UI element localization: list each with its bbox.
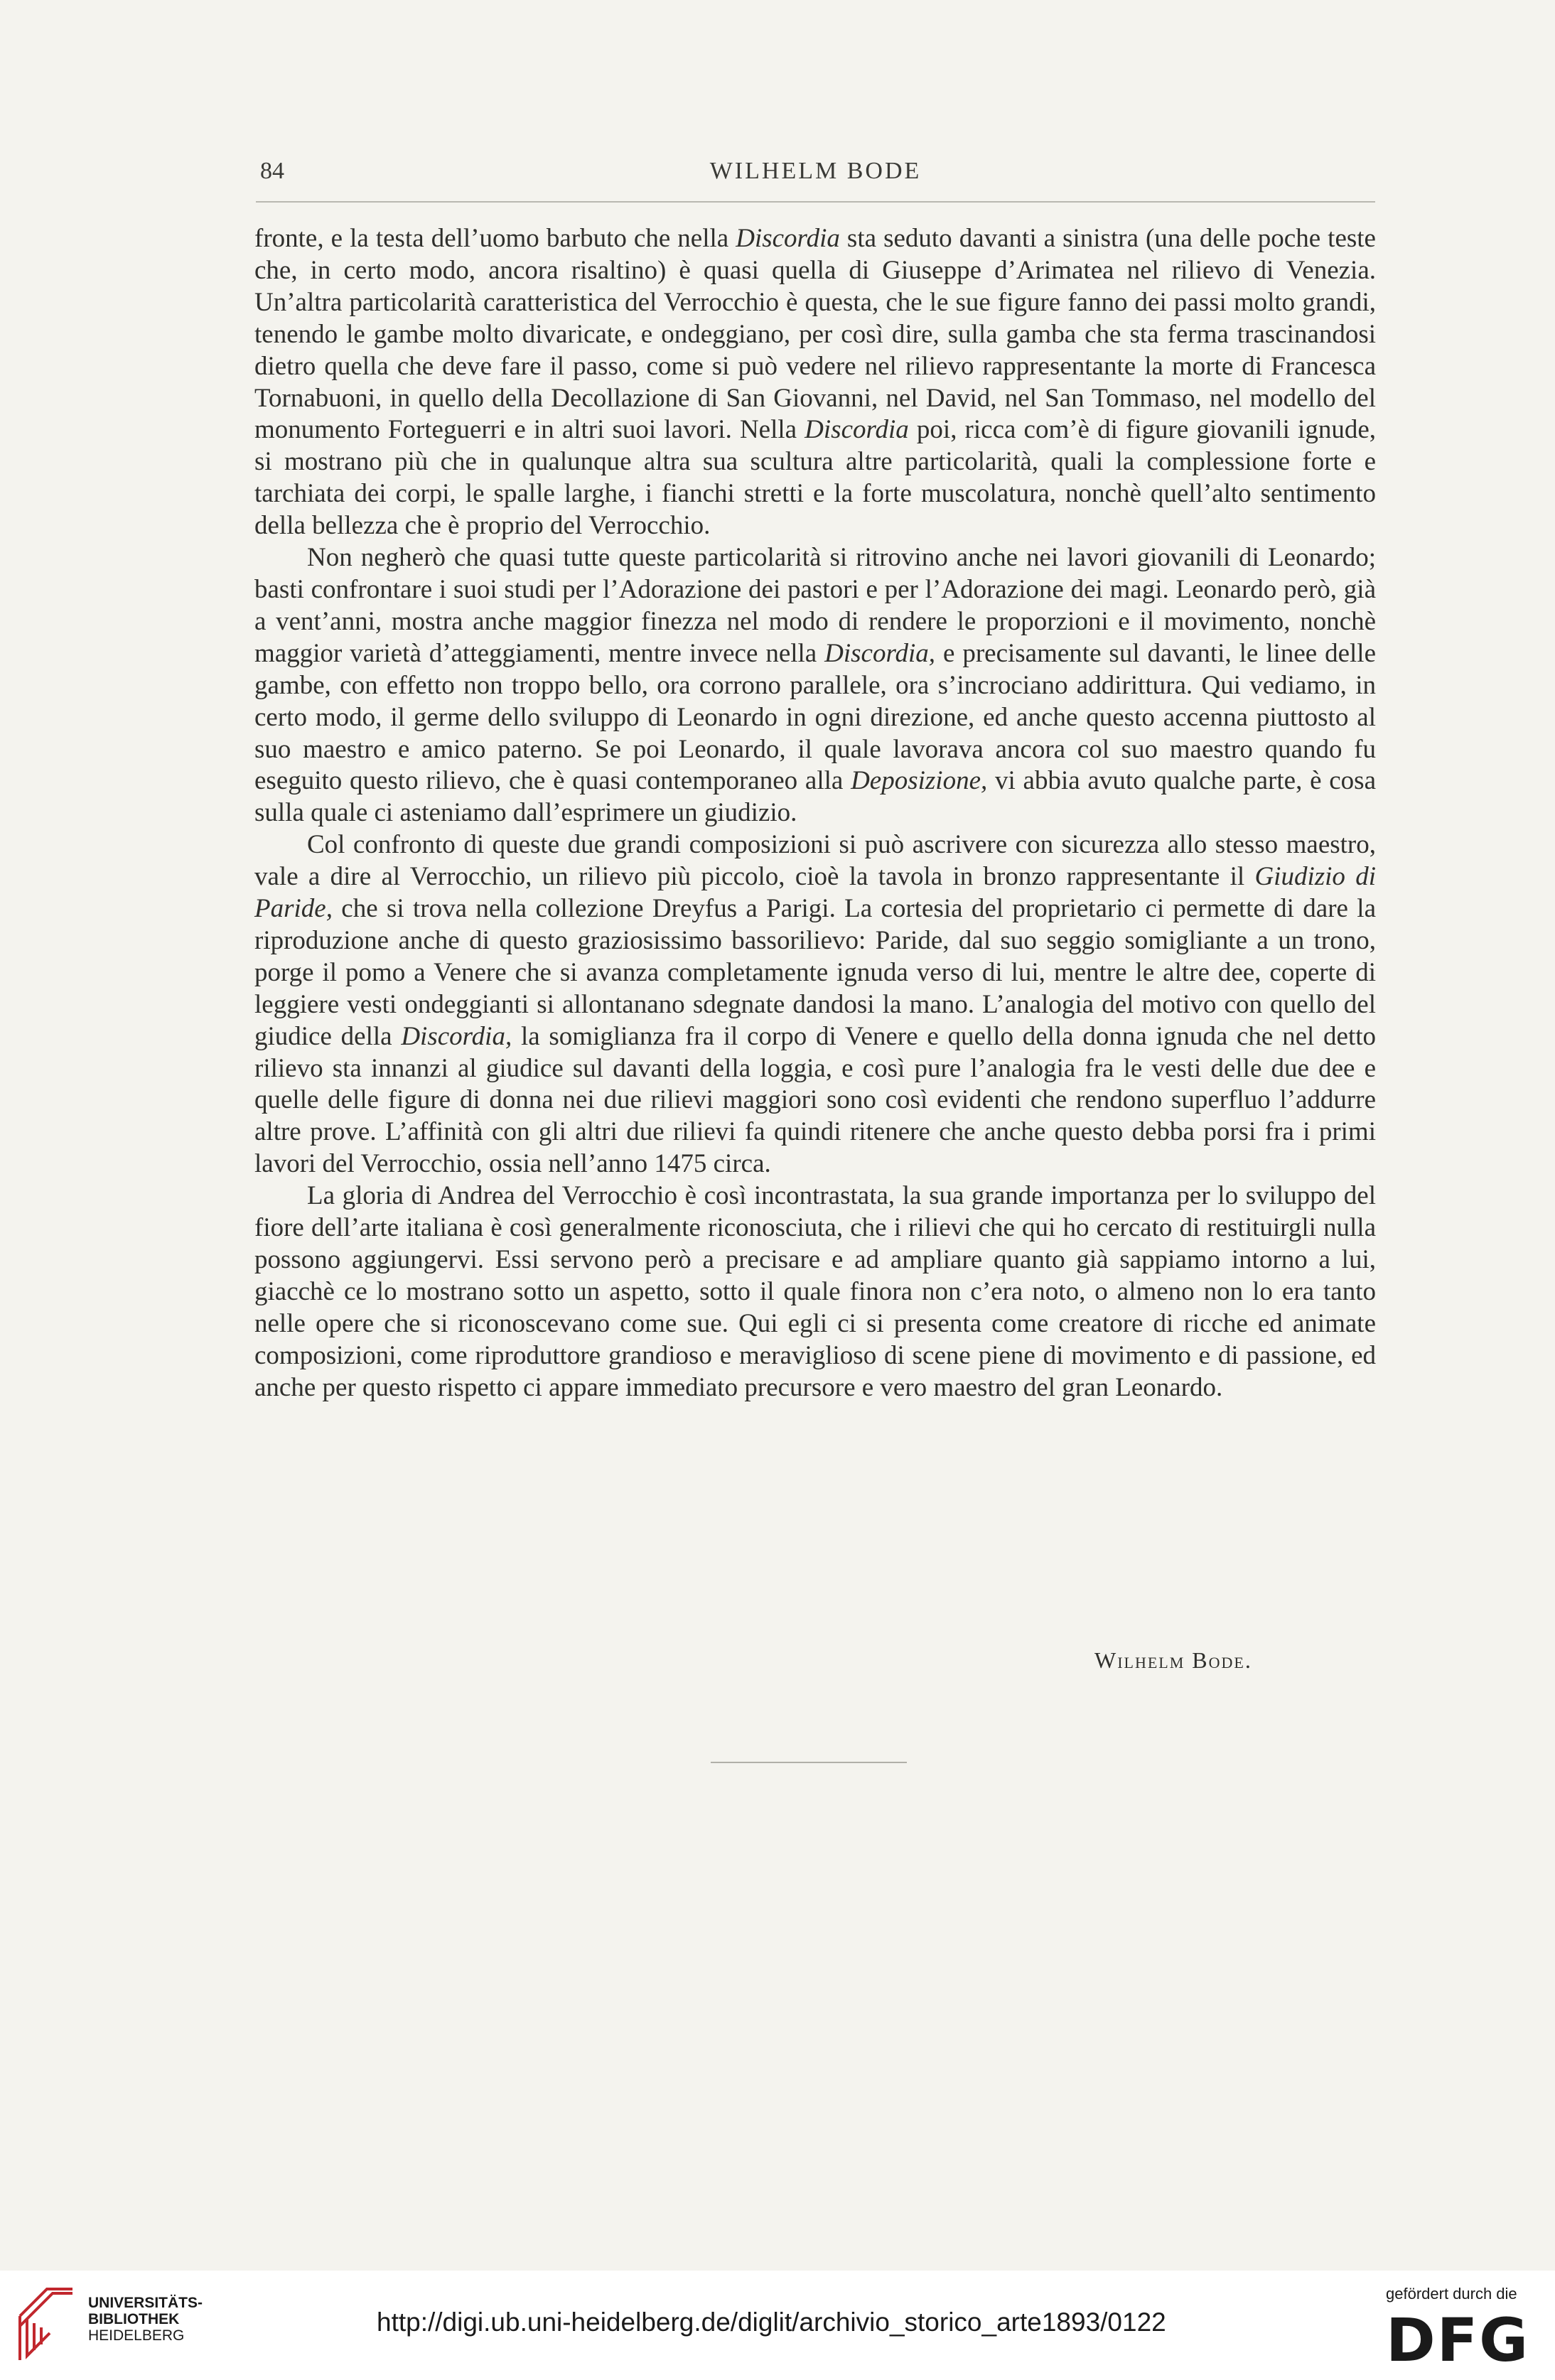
library-name-line-1: UNIVERSITÄTS- (88, 2295, 203, 2311)
body-paragraph (254, 223, 1376, 542)
author-signature: Wilhelm Bode. (1094, 1647, 1252, 1673)
italic-title: Discordia, (401, 1021, 512, 1051)
end-divider (711, 1762, 907, 1763)
text-run: La gloria di Andrea del Verrocchio è così incontrastata, la sua grande importanza per lo sviluppo del fiore dell’arte italiana è così generalmente riconosciuta, che i rilievi che qui ho cercato di restituirgli nulla possono aggiungervi. Essi servono però a precisare e ad ampliare quanto già sappiamo intorno a lui, giacchè ce lo mostrano sotto un aspetto, sotto il quale finora non c’era noto, o almeno non lo era tanto nelle opere che si riconoscevano come sue. Qui egli ci si presenta come creatore di ricche ed animate composizioni, come riproduttore grandioso e meraviglioso di scene piene di movimento e di passione, ed anche per questo rispetto ci appare immediato precursore e vero maestro del gran Leonardo. (254, 1181, 1376, 1402)
italic-title: Deposizione, (851, 766, 988, 796)
text-run: Col confronto di queste due grandi composizioni si può ascrivere con sicurezza allo stesso maestro, vale a dire al Verrocchio, un rilievo più piccolo, cioè la tavola in bronzo rappresentante il (254, 830, 1376, 892)
permalink-url[interactable]: http://digi.ub.uni-heidelberg.de/diglit/archivio_storico_arte1893/0122 (377, 2308, 1166, 2337)
university-library-logo-icon (16, 2285, 77, 2364)
text-run: che si trova nella collezione Dreyfus a Parigi. La cortesia del proprietario ci permette di dare la riproduzione anche di questo graziosissimo bassorilievo: Paride, dal suo seggio somigliante a un trono, porge il pomo a Venere che si avanza completamente ignuda verso di lui, mentre le altre dee, coperte di leggiere vesti ondeggianti si allontanano sdegnate dandosi la mano. L’analogia del motivo con quello del giudice della (254, 894, 1376, 1051)
text-run: e precisamente sul davanti, le linee delle gambe, con effetto non troppo bello, ora corrono parallele, ora s’incrociano addirittura. Qui vediamo, in certo modo, il germe dello sviluppo di Leonardo in ogni direzione, ed anche questo accenna piuttosto al suo maestro e amico paterno. Se poi Leonardo, il quale lavorava ancora col suo maestro quando fu eseguito questo rilievo, che è quasi contemporaneo alla (254, 638, 1376, 796)
library-name (88, 2295, 203, 2344)
body-paragraph (254, 829, 1376, 1180)
text-run: sta seduto davanti a sinistra (una delle poche teste che, in certo modo, ancora risaltino) è quasi quella di Giuseppe d’Arimatea nel rilievo di Venezia. Un’altra particolarità caratteristica del Verrocchio è questa, che le sue figure fanno dei passi molto grandi, tenendo le gambe molto divaricate, e ondeggiano, per così dire, sulla gamba che sta ferma trascinandosi dietro quella che deve fare il passo, come si può vedere nel rilievo rappresentante la morte di Francesca Tornabuoni, in quello della Decollazione di San Giovanni, nel David, nel San Tommaso, nel modello del monumento Forteguerri e in altri suoi lavori. Nella (254, 224, 1376, 445)
page-header (256, 158, 1375, 193)
funding-caption: gefördert durch die (1386, 2285, 1517, 2303)
header-divider (256, 201, 1375, 203)
library-name-line-3: HEIDELBERG (88, 2327, 185, 2344)
library-name-line-2: BIBLIOTHEK (88, 2311, 180, 2327)
text-run: Non negherò che quasi tutte queste particolarità si ritrovino anche nei lavori giovanili di Leonardo; basti confrontare i suoi studi per l’Adorazione dei pastori e per l’Adorazione dei magi. Leonardo però, già a vent’anni, mostra anche maggior finezza nel modo di rendere le proporzioni e il movimento, nonchè maggior varietà d’atteggiamenti, mentre invece nella (254, 543, 1376, 668)
text-run: poi, ricca com’è di figure giovanili ignude, si mostrano più che in qualunque altra sua scultura altre particolarità, quali la complessione forte e tarchiata dei corpi, le spalle larghe, i fianchi stretti e la forte muscolatura, nonchè quell’alto sentimento della bellezza che è proprio del Verrocchio. (254, 415, 1376, 541)
digitization-footer (0, 2271, 1555, 2380)
italic-title: Discordia, (824, 638, 936, 668)
italic-title: Discordia (805, 415, 909, 445)
italic-title: Discordia (736, 224, 840, 253)
text-run: la somiglianza fra il corpo di Venere e quello della donna ignuda che nel detto rilievo sta innanzi al giudice sul davanti della loggia, e così pure l’analogia fra le vesti delle due dee e quelle delle figure di donna nei due rilievi maggiori sono così evidenti che rendono superfluo l’addurre altre prove. L’affinità con gli altri due rilievi fa quindi ritenere che anche questo debba porsi fra i primi lavori del Verrocchio, ossia nell’anno 1475 circa. (254, 1021, 1377, 1179)
text-run: vi abbia avuto qualche parte, è cosa sulla quale ci asteniamo dall’esprimere un giudizio. (254, 766, 1376, 828)
text-run: fronte, e la testa dell’uomo barbuto che nella (254, 224, 736, 253)
article-body (254, 223, 1376, 1404)
page-number: 84 (260, 158, 284, 184)
dfg-logo: DFG (1386, 2305, 1530, 2375)
italic-title: Giudizio di Paride, (254, 862, 1376, 924)
body-paragraph (254, 542, 1376, 829)
running-head: WILHELM BODE (709, 158, 922, 184)
body-paragraph (254, 1180, 1376, 1404)
